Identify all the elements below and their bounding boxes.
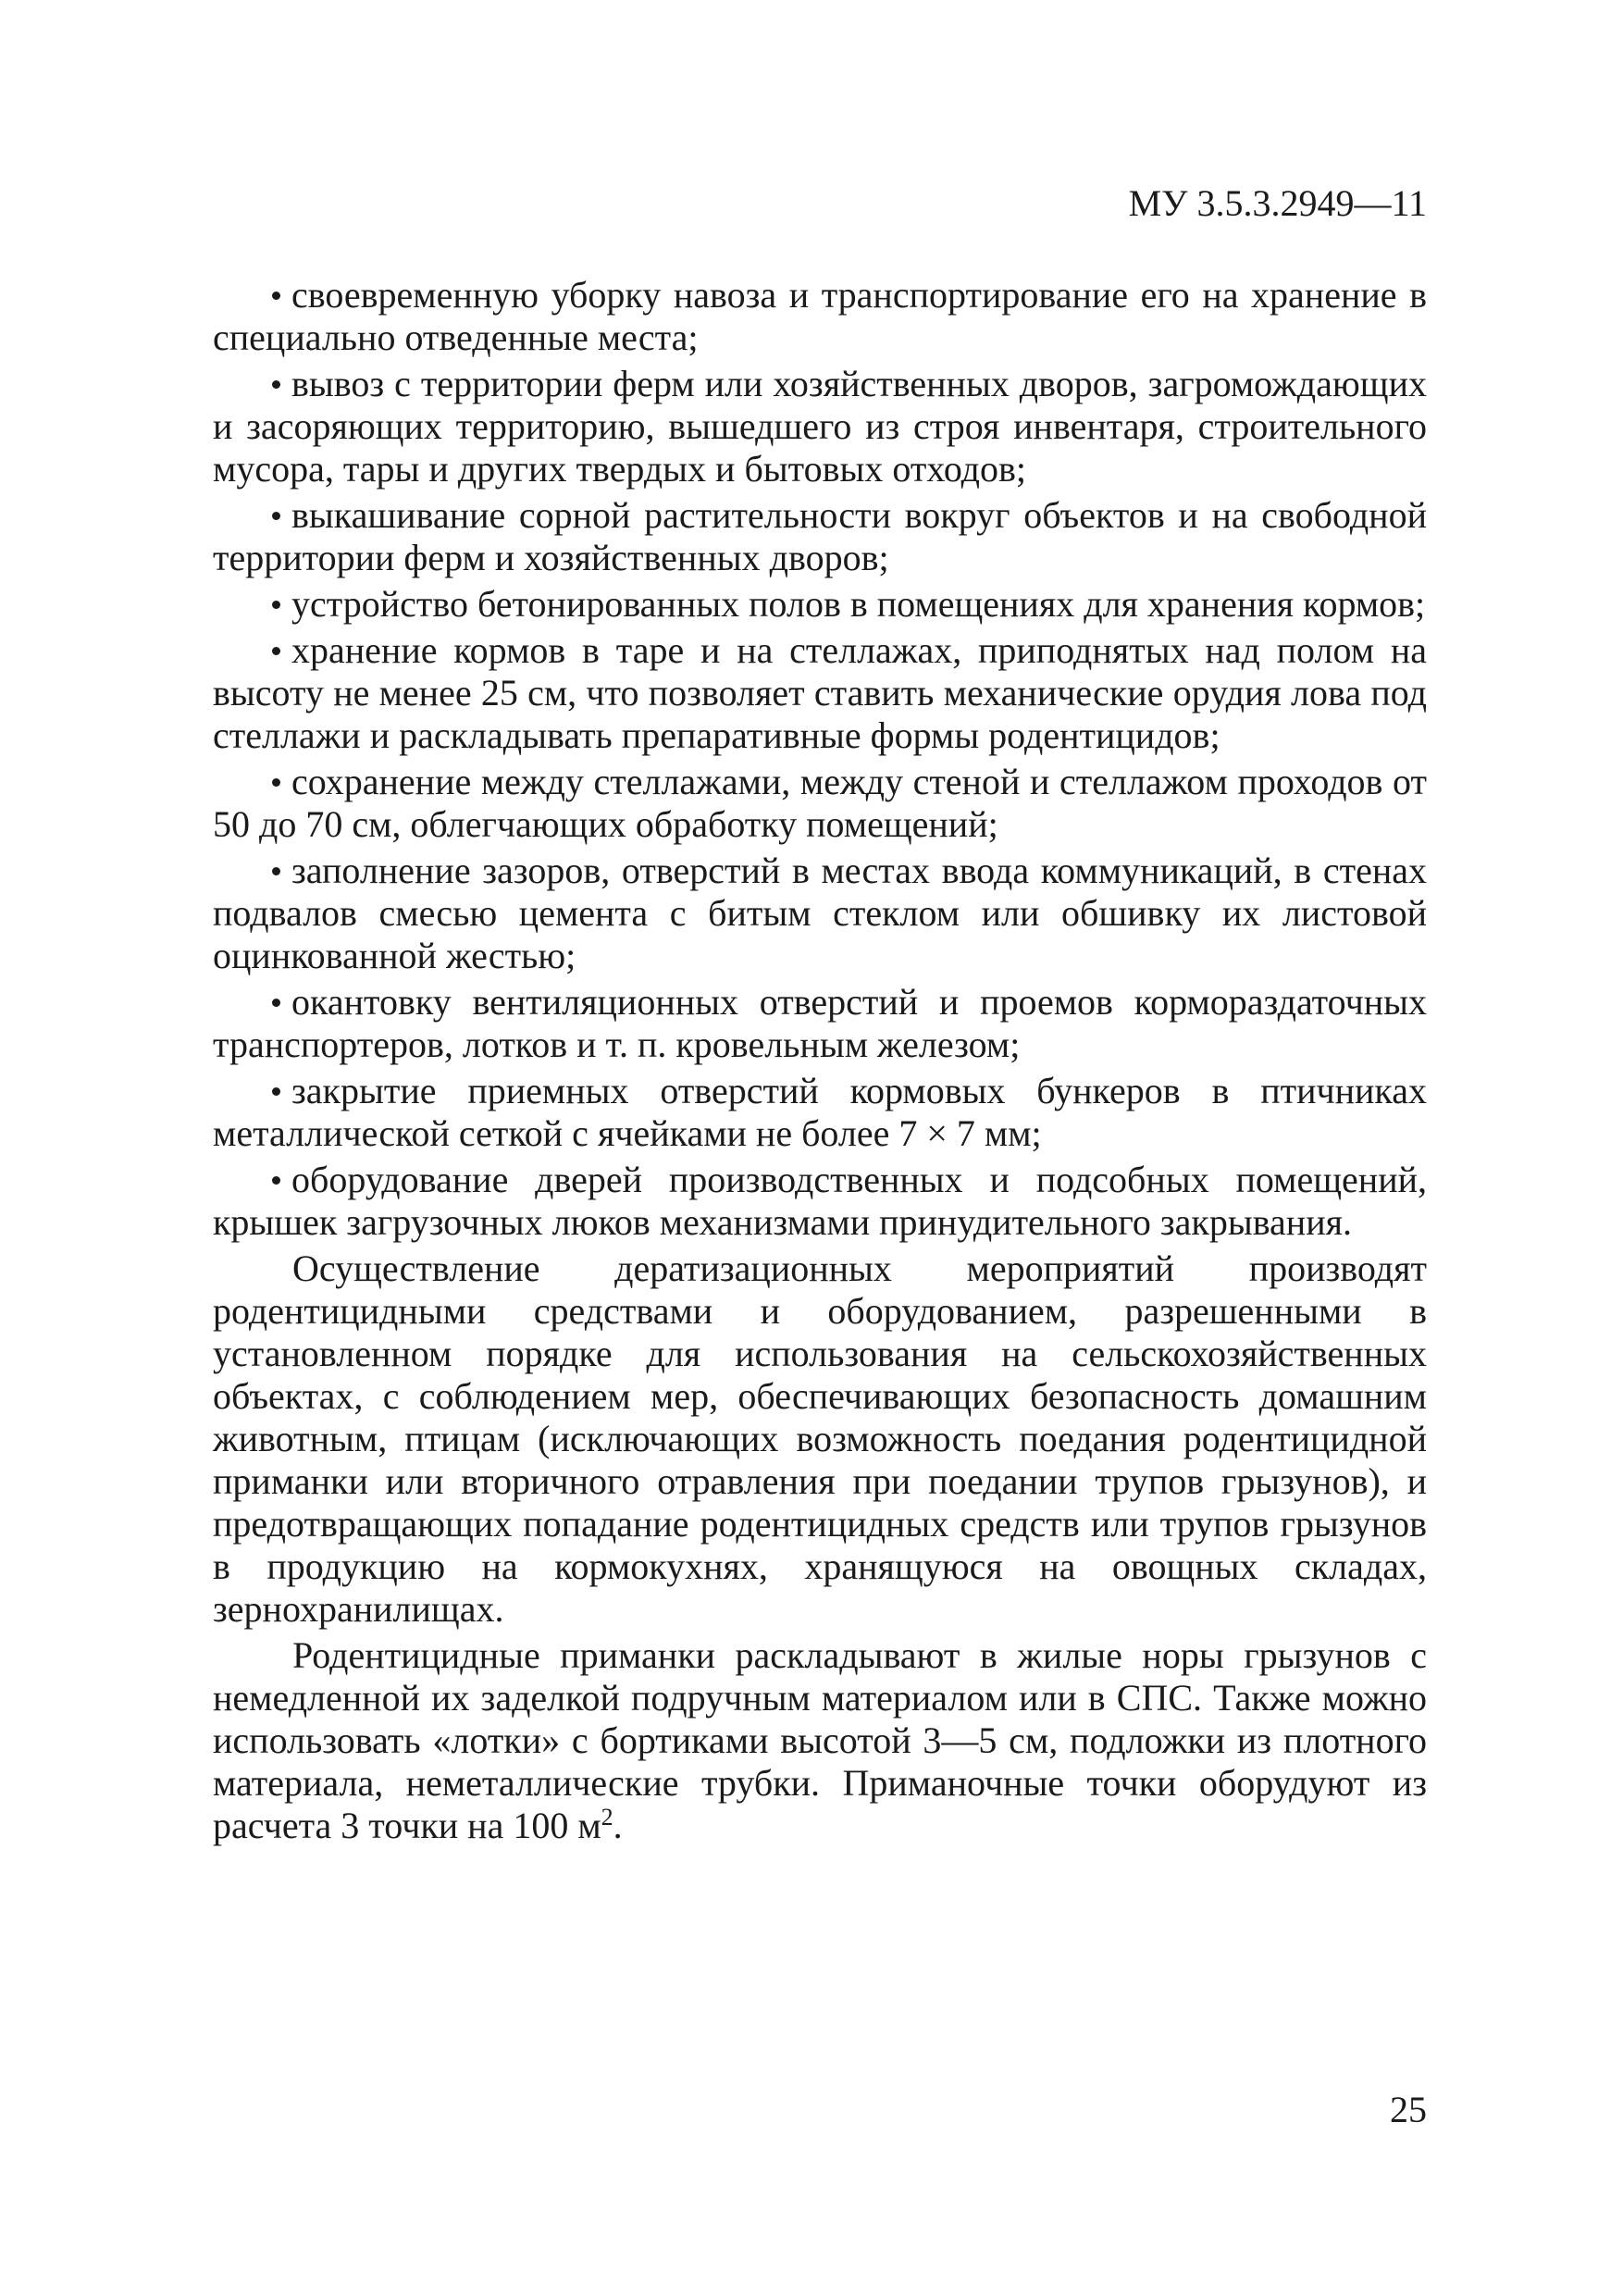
paragraph-baits	[213, 1634, 1427, 1847]
bullet-icon	[272, 601, 280, 609]
bullet-icon	[272, 380, 280, 389]
bullet-icon	[272, 1087, 280, 1096]
bullet-item	[213, 981, 1427, 1066]
bullet-icon	[272, 867, 280, 875]
bullet-item	[213, 363, 1427, 490]
bullet-text: хранение кормов в таре и на стеллажах, приподнятых над полом на высоту не менее 25 см, что позволяет ставить механические орудия лова под стеллажи и раскладывать препаративные формы родентицидов;	[213, 629, 1427, 756]
bullet-item	[213, 583, 1427, 626]
bullet-icon	[272, 999, 280, 1007]
bullet-text: своевременную уборку навоза и транспортирование его на хранение в специально отведенные места;	[213, 274, 1427, 358]
bullet-icon	[272, 292, 280, 300]
body-text	[213, 274, 1427, 1851]
bullet-text: оборудование дверей производственных и подсобных помещений, крышек загрузочных люков механизмами принудительного закрывания.	[213, 1159, 1427, 1243]
bullet-icon	[272, 512, 280, 520]
bullet-item	[213, 629, 1427, 757]
bullet-icon	[272, 778, 280, 787]
bullet-icon	[272, 647, 280, 655]
bullet-item	[213, 494, 1427, 579]
bullet-icon	[272, 1176, 280, 1185]
bullet-item	[213, 761, 1427, 846]
paragraph-baits-text: Родентицидные приманки раскладывают в жилые норы грызунов с немедленной их заделкой подручным материалом или в СПС. Также можно использовать «лотки» с бортиками высотой 3—5 см, подложки из плотного материала, неметаллические трубки. Приманочные точки оборудуют из расчета 3 точки на 100 м	[213, 1634, 1427, 1846]
bullet-text: вывоз с территории ферм или хозяйственных дворов, загромождающих и засоряющих территорию, вышедшего из строя инвентаря, строительного мусора, тары и других твердых и бытовых отходов;	[213, 363, 1427, 490]
bullet-item	[213, 850, 1427, 977]
bullet-text: выкашивание сорной растительности вокруг объектов и на свободной территории ферм и хозяйственных дворов;	[213, 494, 1427, 578]
paragraph-deratization: Осуществление дератизационных мероприятий производят родентицидными средствами и оборудованием, разрешенными в установленном порядке для использования на сельскохозяйственных объектах, с соблюдением мер, обеспечивающих безопасность домашним животным, птицам (исключающих возможность поедания родентицидной приманки или вторичного отравления при поедании трупов грызунов), и предотвращающих попадание родентицидных средств или трупов грызунов в продукцию на кормокухнях, хранящуюся на овощных складах, зернохранилищах.	[213, 1247, 1427, 1630]
bullet-item	[213, 274, 1427, 359]
bullet-item	[213, 1159, 1427, 1244]
paragraph-baits-end: .	[613, 1805, 623, 1846]
bullet-text: сохранение между стеллажами, между стеной и стеллажом проходов от 50 до 70 см, облегчающих обработку помещений;	[213, 761, 1427, 845]
bullet-item	[213, 1070, 1427, 1155]
bullet-text: окантовку вентиляционных отверстий и проемов кормораздаточных транспортеров, лотков и т. п. кровельным железом;	[213, 981, 1427, 1065]
document-code: МУ 3.5.3.2949—11	[1128, 182, 1427, 224]
page-number: 25	[1390, 2089, 1427, 2130]
bullet-text: устройство бетонированных полов в помещениях для хранения кормов;	[291, 583, 1426, 625]
bullet-text: закрытие приемных отверстий кормовых бункеров в птичниках металлической сеткой с ячейками не более 7 × 7 мм;	[213, 1070, 1427, 1154]
superscript: 2	[601, 1804, 613, 1831]
bullet-text: заполнение зазоров, отверстий в местах ввода коммуникаций, в стенах подвалов смесью цемента с битым стеклом или обшивку их листовой оцинкованной жестью;	[213, 850, 1427, 976]
